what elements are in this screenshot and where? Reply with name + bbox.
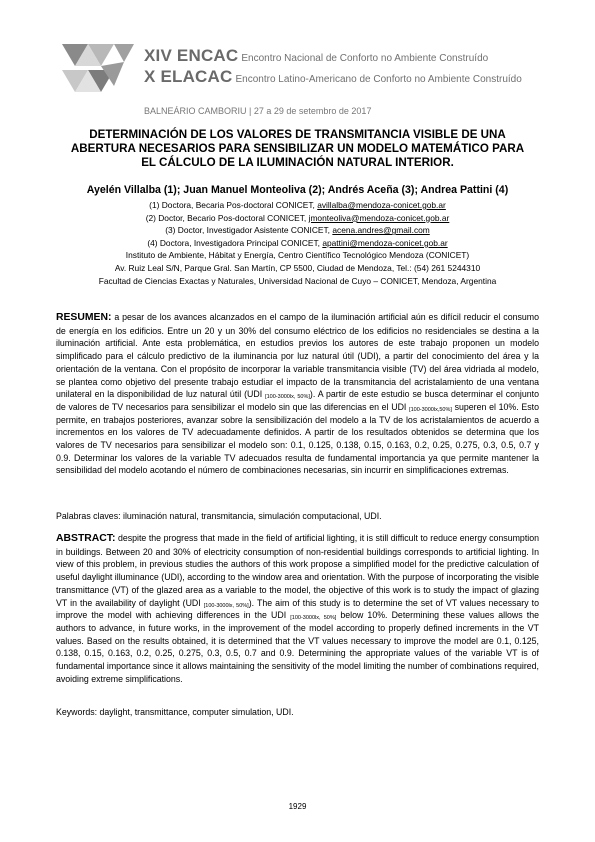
resumen-text-1: a pesar de los avances alcanzados en el campo de la iluminación artificial aún es difícil reducir el consumo de energía en los edificios. Entre un 20 y un 30% del consumo eléctrico de los edificios no residenciales se destina a la iluminación artificial. Ante esta problemática, en estudios previos los autores de este trabajo proponen un modelo simplificado para el cálculo predictivo de la iluminancia por luz natural útil (UDI), a partir del conocimiento del área y la orientación de la ventana. Con el propósito de incorporar la variable transmitancia visible (TV) del área vidriada al modelo, se plantea como objetivo del presente trabajo estudiar el impacto de la transmitancia del acristalamiento de una ventana unilateral en la disponibilidad de luz natural útil (UDI xyxy=(56,312,539,400)
affiliation-4 xyxy=(40,237,555,250)
affiliation-text: (1) Doctora, Becaria Pos-doctoral CONICET, xyxy=(149,200,318,210)
affiliation-3 xyxy=(40,224,555,237)
keywords: Keywords: daylight, transmittance, computer simulation, UDI. xyxy=(56,707,294,717)
conference-logo-icon xyxy=(58,40,138,96)
page-number: 1929 xyxy=(288,802,307,811)
email-link[interactable]: acena.andres@gmail.com xyxy=(332,225,430,236)
conference-location: BALNEÁRIO CAMBORIU | 27 a 29 de setembro de 2017 xyxy=(144,106,372,116)
abstract-subscript-1: [100-3000lx, 50%] xyxy=(203,602,249,609)
affiliation-text: (2) Doctor, Becario Pos-doctoral CONICET, xyxy=(145,212,309,223)
title-line-1: DETERMINACIÓN DE LOS VALORES DE TRANSMITANCIA VISIBLE DE UNA xyxy=(89,128,506,141)
paper-title xyxy=(60,128,535,170)
abstract-text-2: ). The aim of this study is to determine the set of VT values necessary to improve the model with achieving differences in the UDI xyxy=(56,597,539,621)
affiliation-text: (4) Doctora, Investigadora Principal CONICET, xyxy=(147,237,323,248)
affiliations xyxy=(40,199,555,287)
abstract-text-3: below 10%. Determining these values allows the authors to advance, in future works, in the improvement of the model according to properly defined increments in the VT values. Based on the results obtained, it is determined that the VT values necessary to improve the model are 0.1, 0.125, 0.138, 0.15, 0.163, 0.2, 0.25, 0.275, 0.3, 0.5, 0.7 and 0.9. Determining the appropriate values of the variable VT is of fundamental importance since it allows maintaining the sensitivity of the model limiting the number of combinations required, avoiding extreme simplifications. xyxy=(56,610,539,684)
abstract-text-1: despite the progress that made in the field of artificial lighting, it is still difficult to reduce energy consumption in buildings. Between 20 and 30% of electricity consumption of non-residential buildings corresponds to artificial lighting. In view of this problem, in previous studies the authors of this work propose a simplified model for the predictive calculation of useful daylight illuminance (UDI), according to the window area and orientation. With the purpose of incorporating the visible transmittance (VT) of the glazed area as a variable to the model, the objective of this work is to study the impact of glazing VT in the availability of daylight (UDI xyxy=(56,533,539,608)
title-line-2: ABERTURA NECESARIOS PARA SENSIBILIZAR UN MODELO MATEMÁTICO PARA xyxy=(70,142,525,155)
resumen-text-3: superen el 10%. Esto permite, en trabajos posteriores, avanzar sobre la sensibilización del modelo a la TV de los acristalamientos de acuerdo a incrementos en los valores de TV adecuadamente definidos. A partir de los resultados obtenidos se determina que los valores de TV necesarios para sensibilizar el modelo son: 0.1, 0.125, 0.138, 0.15, 0.163, 0.2, 0.25, 0.275, 0.3, 0.5, 0.7 y 0.9. Determinar los valores de la variable TV adecuados resulta de fundamental importancia ya que permite mantener la sensibilidad del modelo acotando el número de combinaciones necesarias, sin incurrir en simplificaciones extremas. xyxy=(56,401,539,476)
email-link[interactable]: jmonteoliva@mendoza-conicet.gob.ar xyxy=(308,212,450,223)
conference-name-1: XIV ENCAC xyxy=(144,46,239,65)
institution-line-2: Av. Ruiz Leal S/N, Parque Gral. San Martín, CP 5500, Ciudad de Mendoza, Tel.: (54) 261 5244310 xyxy=(114,262,481,273)
email-link[interactable]: avillalba@mendoza-conicet.gob.ar xyxy=(317,200,446,210)
resumen-subscript-1: [100-3000lx, 50%] xyxy=(265,394,310,401)
resumen-label: RESUMEN: xyxy=(56,312,112,323)
conference-name-2: X ELACAC xyxy=(144,67,233,86)
conference-subtitle-2: Encontro Latino-Americano de Conforto no Ambiente Construído xyxy=(235,74,522,85)
title-line-3: EL CÁLCULO DE LA ILUMINACIÓN NATURAL INTERIOR. xyxy=(141,156,454,169)
affiliation-text: (3) Doctor, Investigador Asistente CONICET, xyxy=(165,225,333,236)
affiliation-1 xyxy=(40,199,555,212)
author-list: Ayelén Villalba (1); Juan Manuel Monteoliva (2); Andrés Aceña (3); Andrea Pattini (4) xyxy=(86,184,509,196)
conference-line-1 xyxy=(144,46,488,66)
email-link[interactable]: apattini@mendoza-conicet.gob.ar xyxy=(322,237,448,248)
resumen-subscript-2: [100-3000lx,50%] xyxy=(409,406,452,413)
resumen-text-2: ). A partir de este estudio se busca determinar el conjunto de valores de TV necesarios para sensibilizar el modelo sin que las diferencias en el UDI xyxy=(56,389,540,412)
conference-line-2 xyxy=(144,67,522,87)
abstract-label: ABSTRACT: xyxy=(56,533,116,544)
institution-line-1: Instituto de Ambiente, Hábitat y Energía, Centro Científico Tecnológico Mendoza (CONICET) xyxy=(125,250,470,261)
conference-subtitle-1: Encontro Nacional de Conforto no Ambiente Construído xyxy=(241,53,489,64)
affiliation-2 xyxy=(40,212,555,225)
abstract-paragraph xyxy=(56,532,539,685)
palabras-claves: Palabras claves: iluminación natural, transmitancia, simulación computacional, UDI. xyxy=(56,511,382,521)
institution-line-3: Facultad de Ciencias Exactas y Naturales, Universidad Nacional de Cuyo – CONICET, Mendoza, Argentina xyxy=(98,275,497,286)
resumen-paragraph xyxy=(56,311,539,477)
conference-header xyxy=(58,40,538,124)
abstract-subscript-2: [100-3000lx, 50%] xyxy=(290,615,337,622)
